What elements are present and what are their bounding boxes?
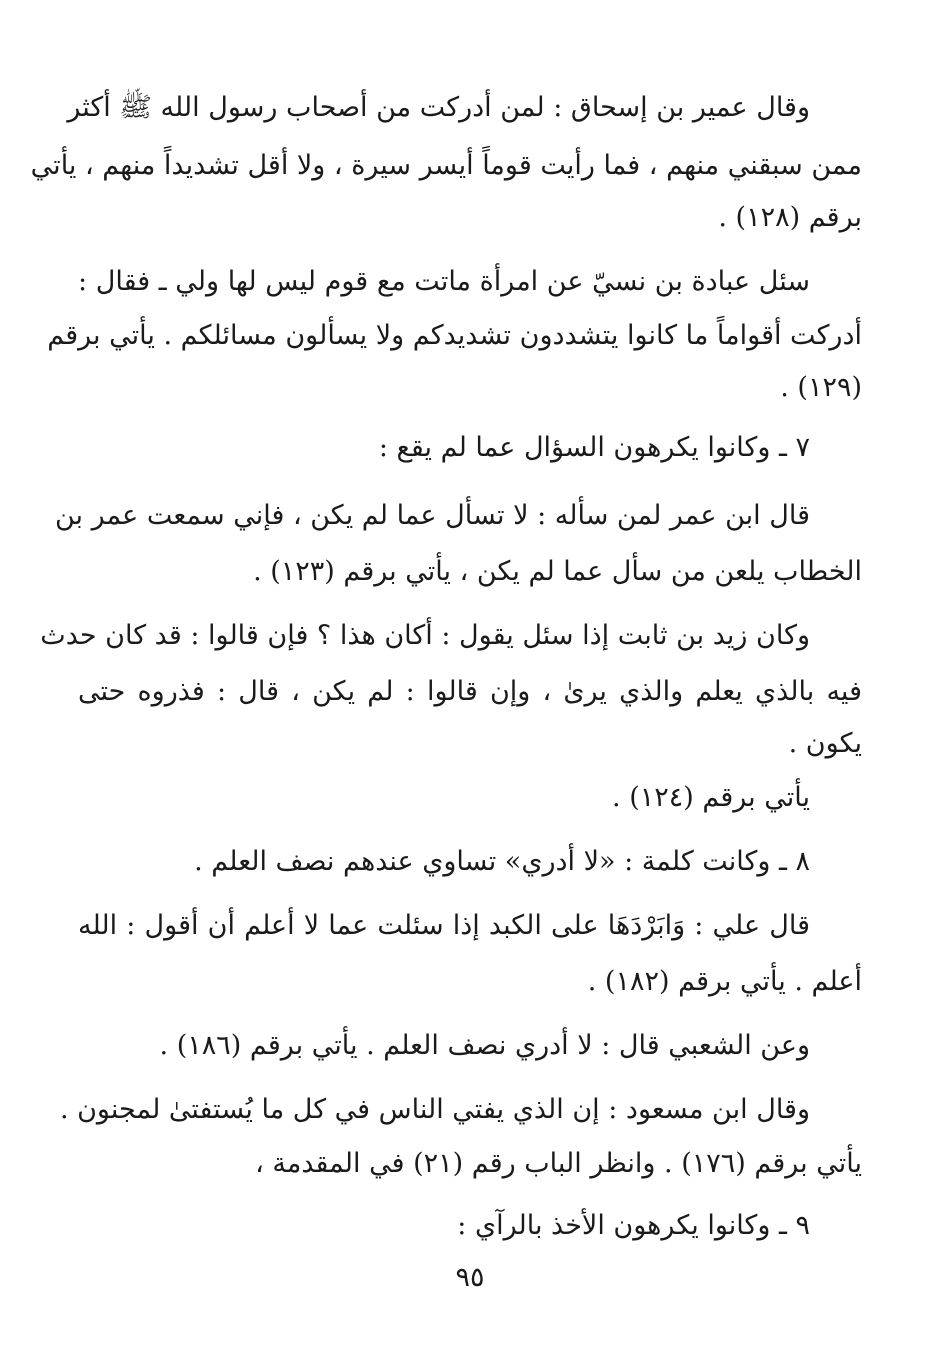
paragraph-5-line-1: وكان زيد بن ثابت إذا سئل يقول : أكان هذا ؟ فإن قالوا : قد كان حدث — [40, 620, 810, 651]
page-number: ٩٥ — [455, 1262, 485, 1293]
paragraph-1-line-2: ممن سبقني منهم ، فما رأيت قوماً أيسر سيرة ، ولا أقل تشديداً منهم ، يأتي — [30, 150, 862, 181]
paragraph-1-line-1: وقال عمير بن إسحاق : لمن أدركت من أصحاب رسول الله ﷺ أكثر — [67, 92, 810, 123]
paragraph-6-line-1: يأتي برقم (١٢٤) . — [612, 782, 810, 813]
section-heading-7: ٧ ـ وكانوا يكرهون السؤال عما لم يقع : — [378, 432, 810, 463]
paragraph-9-line-1: وعن الشعبي قال : لا أدري نصف العلم . يأتي برقم (١٨٦) . — [159, 1030, 810, 1061]
paragraph-2-line-2: أدركت أقواماً ما كانوا يتشددون تشديدكم ولا يسألون مسائلكم . يأتي برقم — [47, 320, 862, 351]
paragraph-2-line-3: (١٢٩) . — [780, 372, 862, 403]
paragraph-10-line-2: يأتي برقم (١٧٦) . وانظر الباب رقم (٢١) في المقدمة ، — [255, 1148, 862, 1179]
paragraph-4-line-2: الخطاب يلعن من سأل عما لم يكن ، يأتي برقم (١٢٣) . — [253, 556, 862, 587]
paragraph-5-line-3: يكون . — [788, 728, 862, 759]
section-heading-8: ٨ ـ وكانت كلمة : «لا أدري» تساوي عندهم نصف العلم . — [194, 846, 810, 877]
paragraph-2-line-1: سئل عبادة بن نسيّ عن امرأة ماتت مع قوم ليس لها ولي ـ فقال : — [78, 266, 810, 297]
paragraph-8-line-2: أعلم . يأتي برقم (١٨٢) . — [587, 966, 862, 997]
paragraph-4-line-1: قال ابن عمر لمن سأله : لا تسأل عما لم يكن ، فإني سمعت عمر بن — [55, 500, 810, 531]
paragraph-8-line-1: قال علي : وَابَرْدَهَا على الكبد إذا سئلت عما لا أعلم أن أقول : الله — [78, 910, 810, 941]
paragraph-5-line-2: فيه بالذي يعلم والذي يرىٰ ، وإن قالوا : لم يكن ، قال : فذروه حتى — [78, 676, 862, 707]
section-heading-9: ٩ ـ وكانوا يكرهون الأخذ بالرآي : — [457, 1210, 810, 1241]
paragraph-10-line-1: وقال ابن مسعود : إن الذي يفتي الناس في كل ما يُستفتىٰ لمجنون . — [59, 1094, 810, 1125]
paragraph-1-line-3: برقم (١٢٨) . — [718, 202, 862, 233]
